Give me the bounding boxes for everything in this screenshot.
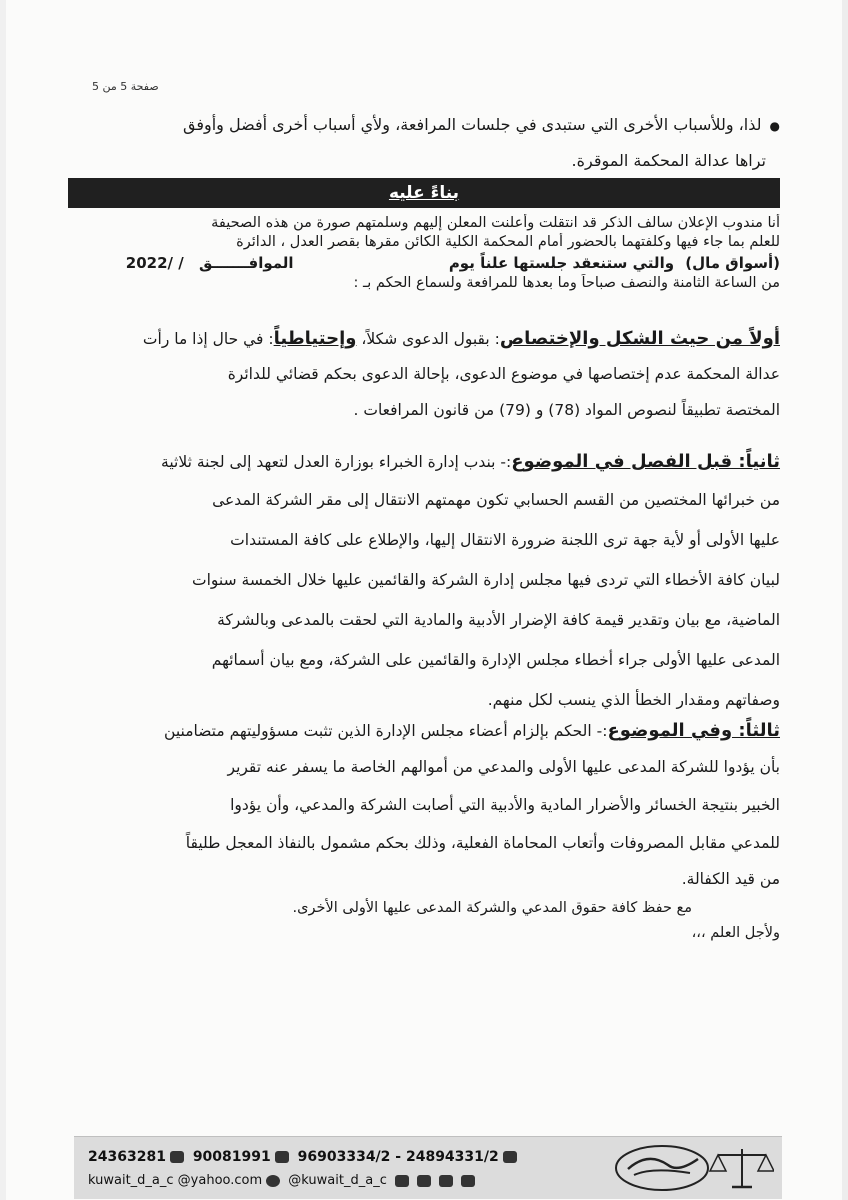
email-icon: [266, 1175, 280, 1187]
email-address: kuwait_d_a_c @yahoo.com: [88, 1173, 263, 1188]
phone-icon: [503, 1151, 517, 1163]
second-line: لبيان كافة الأخطاء التي تردى فيها مجلس إدارة الشركة والقائمين عليها خلال الخمسة سنوات: [192, 571, 780, 589]
first-clause-label: أولاً من حيث الشكل والإختصاص: [499, 328, 780, 349]
bullet-icon: ●: [769, 119, 780, 133]
second-line: عليها الأولى أو لأية جهة ترى اللجنة ضرورة الانتقال إليها، والإطلاع على كافة المستندات: [230, 531, 780, 549]
fax-number: 24363281: [88, 1149, 166, 1165]
first-line-1: [68, 322, 780, 356]
session-date-value: / /2022: [125, 254, 184, 272]
third-line: الخبير بنتيجة الخسائر والأضرار المادية والأدبية التي أصابت الشركة والمدعي، وأن يؤدوا: [230, 796, 780, 814]
social-handle: @kuwait_d_a_c: [288, 1173, 387, 1188]
intro-text-1: لذا، وللأسباب الأخرى التي ستبدى في جلسات المرافعة، ولأي أسباب أخرى أفضل وأوفق: [183, 115, 762, 134]
third-clause-label: ثالثاً: وفي الموضوع: [607, 720, 780, 741]
footer-bar: [74, 1136, 782, 1199]
notice-line-4: من الساعة الثامنة والنصف صباحاً وما بعدها للمرافعة ولسماع الحكم بـ :: [353, 275, 780, 291]
third-clause-text: :- الحكم بإلزام أعضاء مجلس الإدارة الذين تثبت مسؤوليتهم متضامنين: [164, 722, 608, 740]
session-date-label: الموافـــــــق: [198, 254, 294, 272]
second-line-1: [68, 444, 780, 480]
footer-online: [88, 1173, 479, 1188]
second-line: المدعى عليها الأولى جراء أخطاء مجلس الإدارة والقائمين على الشركة، ومع بيان أسمائهم: [211, 651, 780, 669]
intro-paragraph: [68, 112, 780, 174]
first-line-2: عدالة المحكمة عدم إختصاصها في موضوع الدعوى، بإحالة الدعوى بحكم قضائي للدائرة: [227, 365, 780, 383]
second-line: الماضية، مع بيان وتقدير قيمة كافة الإضرار الأدبية والمادية التي لحقت بالمدعى وبالشركة: [217, 611, 780, 629]
closing: [68, 896, 780, 946]
mobile-number: 90081991: [192, 1149, 271, 1165]
firm-logo: [614, 1141, 774, 1195]
second-line: وصفاتهم ومقدار الخطأ الذي ينسب لكل منهم.: [487, 691, 780, 709]
second-line: من خبرائها المختصين من القسم الحسابي تكون مهمتهم الانتقال إلى مقر الشركة المدعى: [212, 491, 780, 509]
social-icon: [439, 1175, 453, 1187]
third-clause: [68, 714, 780, 896]
social-icon: [395, 1175, 409, 1187]
third-line-1: [68, 714, 780, 748]
phone-numbers: 96903334/2 - 24894331/2: [297, 1149, 499, 1165]
second-clause: [68, 444, 780, 720]
intro-line-2: تراها عدالة المحكمة الموقرة.: [571, 151, 766, 170]
third-line: بأن يؤدوا للشركة المدعى عليها الأولى والمدعي من أموالهم الخاصة ما يسفر عنه تقرير: [227, 758, 780, 776]
heading-band: [68, 178, 780, 208]
second-clause-label: ثانياً: قبل الفصل في الموضوع: [511, 451, 780, 472]
session-day-label: والتي ستنعقد جلستها علناً يوم: [448, 254, 675, 272]
third-line: للمدعي مقابل المصروفات وأتعاب المحاماة الفعلية، وذلك بحكم مشمول بالنفاذ المعجل طليقاً: [185, 834, 780, 852]
second-clause-text: :- بندب إدارة الخبراء بوزارة العدل لتعهد إلى لجنة ثلاثية: [161, 453, 512, 471]
first-clause: [68, 322, 780, 428]
footer-contacts: [88, 1149, 521, 1165]
social-icon: [461, 1175, 475, 1187]
first-line-3: المختصة تطبيقاً لنصوص المواد (78) و (79) من قانون المرافعات .: [353, 401, 780, 419]
closing-line-2: ولأجل العلم ،،،: [691, 925, 780, 941]
first-clause-label-2: وإحتياطياً: [273, 328, 357, 349]
closing-line-1: مع حفظ كافة حقوق المدعي والشركة المدعى عليها الأولى الأخرى.: [292, 900, 692, 916]
fax-icon: [170, 1151, 184, 1163]
circuit-name: (أسواق مال): [685, 254, 780, 272]
third-line: من قيد الكفالة.: [681, 870, 780, 888]
notice-line-1: أنا مندوب الإعلان سالف الذكر قد انتقلت وأعلنت المعلن إليهم وسلمتهم صورة من هذه الصحيفة: [211, 215, 780, 231]
intro-line-1: [68, 112, 780, 138]
first-clause-text-a: : بقبول الدعوى شكلاً،: [361, 330, 500, 348]
page-number: صفحة 5 من 5: [92, 80, 159, 93]
notice-line-3: [68, 252, 780, 274]
notice-line-2: للعلم بما جاء فيها وكلفتهما بالحضور أمام المحكمة الكلية الكائن مقرها بقصر العدل ، الدائرة: [236, 234, 780, 250]
notice-paragraph: [68, 214, 780, 293]
social-icon: [417, 1175, 431, 1187]
heading-title: بناءً عليه: [388, 183, 460, 203]
first-clause-text-b: : في حال إذا ما رأت: [142, 330, 274, 348]
mobile-icon: [275, 1151, 289, 1163]
